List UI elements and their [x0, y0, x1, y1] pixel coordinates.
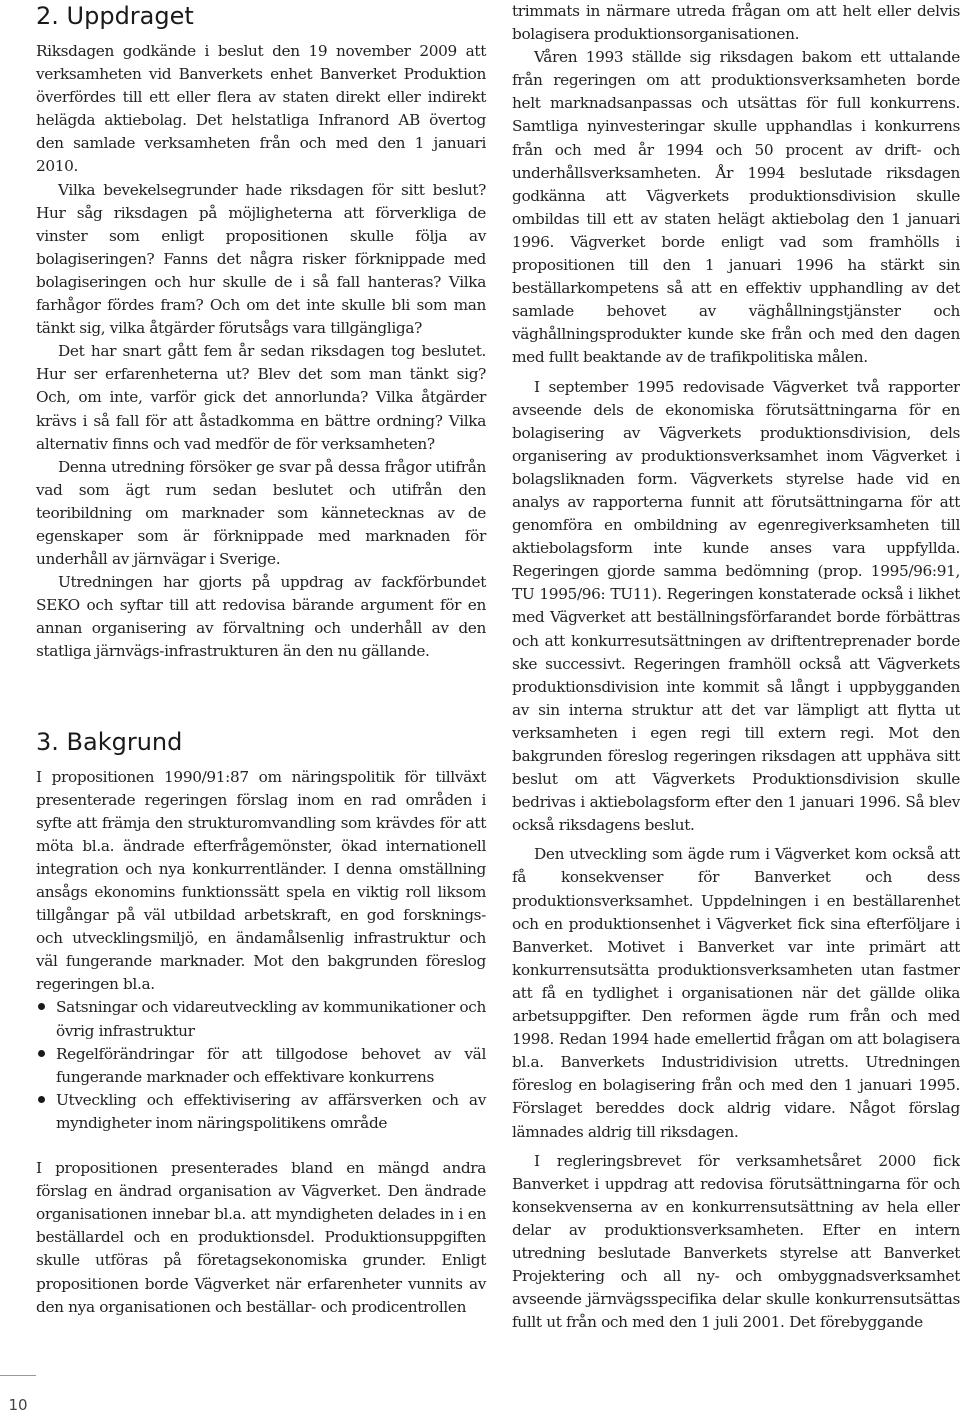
paragraph: Denna utredning försöker ge svar på dessa frågor utifrån vad som ägt rum sedan beslutet och utifrån den teoribildning om marknader som kännetecknas av de egenskaper som är förknippade med marknaden för underhåll av järnvägar i Sverige. — [36, 457, 486, 569]
bullet-icon — [38, 1096, 45, 1103]
page-edge-divider — [0, 1375, 36, 1376]
list-item: Utveckling och effektivisering av affärsverken och av myndigheter inom näringspolitikens område — [36, 1089, 486, 1135]
bullet-icon — [38, 1003, 45, 1010]
right-column — [512, 0, 960, 1334]
paragraph: Den utveckling som ägde rum i Vägverket kom också att få konsekvenser för Banverket och dess produktionsverksamhet. Uppdelningen i en beställarenhet och en produktionsenhet i Vägverket fick sina efterföljare i Banverket. Motivet i Banverket var inte primärt att konkurrensutsätta produktionsverksamheten utan fastmer att få en tydlighet i organisationen när det gällde olika arbetsuppgifter. Den reformen ägde rum från och med 1998. Redan 1994 hade emellertid frågan om att bolagisera bl.a. Banverkets Industridivision utretts. Utredningen föreslog en bolagisering från och med den 1 januari 1995. Förslaget bereddes dock aldrig vidare. Något förslag lämnades aldrig till riksdagen. — [512, 845, 960, 1141]
list-item: Satsningar och vidareutveckling av kommunikationer och övrig infrastruktur — [36, 996, 486, 1042]
paragraph: trimmats in närmare utreda frågan om att helt eller delvis bolagisera produktionsorganisationen. — [512, 2, 960, 44]
left-column — [36, 0, 486, 1319]
page-number: 10 — [8, 1396, 28, 1414]
paragraph: Våren 1993 ställde sig riksdagen bakom ett uttalande från regeringen om att produktionsverksamheten borde helt marknadsanpassas och utsättas för full konkurrens. Samtliga nyinvesteringar skulle upphandlas i konkurrens från och med år 1994 och 50 procent av drift- och underhållsverksamheten. År 1994 beslutade riksdagen godkänna att Vägverkets produktionsdivision skulle ombildas till ett av staten helägt aktiebolag den 1 januari 1996. Vägverket borde enligt vad som framhölls i propositionen till den 1 januari 1996 ha stärkt sin beställarkompetens så att en effektiv upphandling av det samlade behovet av väghållningstjänster och väghållningsprodukter kunde ske från och med den dagen med fullt beaktande av de trafikpolitiska målen. — [512, 48, 960, 367]
section-heading-uppdraget: 2. Uppdraget — [36, 2, 194, 30]
paragraph: Det har snart gått fem år sedan riksdagen tog beslutet. Hur ser erfarenheterna ut? Blev det som man tänkt sig? Och, om inte, varför gick det annorlunda? Vilka åtgärder krävs i så fall för att åstadkomma en bättre ordning? Vilka alternativ finns och vad medför de för verksamheten? — [36, 342, 486, 453]
paragraph: I propositionen presenterades bland en mängd andra förslag en ändrad organisation av Vägverket. Den ändrade organisationen innebar bl.a. att myndigheten delades in i en beställardel och en produktionsdel. Produktionsuppgiften skulle utföras på företagsekonomiska grunder. Enligt propositionen borde Vägverket när erfarenheter vunnits av den nya organisationen och beställar- och prodicentrollen — [36, 1159, 486, 1316]
paragraph: Riksdagen godkände i beslut den 19 november 2009 att verksamheten vid Banverkets enhet Banverket Produktion överfördes till ett eller flera av staten direkt eller indirekt helägda aktiebolag. Det helstatliga Infranord AB övertog den samlade verksamheten från och med den 1 januari 2010. — [36, 42, 486, 176]
list-item: Regelförändringar för att tillgodose behovet av väl fungerande marknader och effektivare konkurrens — [36, 1043, 486, 1089]
paragraph: Vilka bevekelsegrunder hade riksdagen för sitt beslut? Hur såg riksdagen på möjligheterna att förverkliga de vinster som enligt propositionen skulle följa av bolagiseringen? Fanns det några risker förknippade med bolagiseringen och hur skulle de i så fall hanteras? Vilka farhågor fördes fram? Och om det inte skulle bli som man tänkt sig, vilka åtgärder förutsågs vara tillgängliga? — [36, 180, 486, 338]
paragraph: I september 1995 redovisade Vägverket två rapporter avseende dels de ekonomiska förutsättningarna för en bolagisering av Vägverkets produktionsdivision, dels organisering av produktionsverksamhet inom Vägverket i bolagsliknaden form. Vägverkets styrelse hade vid en analys av rapporterna funnit att förutsättningarna för att genomföra en ombildning av egenregiverksamheten till aktiebolagsform inte kunde anses vara uppfyllda. Regeringen gjorde samma bedömning (prop. 1995/96:91, TU 1995/96: TU11). Regeringen konstaterade också i likhet med Vägverket att beställningsförfarandet borde förbättras och att konkurresutsättningen av driftentreprenader borde ske successivt. Regeringen framhöll också att Vägverkets produktionsdivision inte kommit så långt i uppbygganden av sin interna struktur att det var lämpligt att flytta ut verksamheten i egen regi till extern regi. Mot den bakgrunden föreslog regeringen riksdagen att upphäva sitt beslut om att Vägverkets Produktionsdivision skulle bedrivas i aktiebolagsform efter den 1 januari 1996. Så blev också riksdagens beslut. — [512, 377, 960, 835]
paragraph: I regleringsbrevet för verksamhetsåret 2000 fick Banverket i uppdrag att redovisa förutsättningarna för och konsekvenserna av en konkurrensutsättning av hela eller delar av produktionsverksamheten. Efter en intern utredning beslutade Banverkets styrelse att Banverket Projektering och all ny- och ombyggnadsverksamhet avseende järnvägsspecifika delar skulle konkurrensutsättas fullt ut från och med den 1 juli 2001. Det förebyggande — [512, 1151, 960, 1332]
bullet-list — [36, 996, 486, 1135]
paragraph: I propositionen 1990/91:87 om näringspolitik för tillväxt presenterade regeringen förslag inom en rad områden i syfte att främja den strukturomvandling som krävdes för att möta bl.a. ändrade efterfrågemönster, ökad internationell integration och nya konkurrentländer. I denna omställning ansågs ekonomins funktionssätt spela en viktig roll liksom tillgångar på väl utbildad arbetskraft, en god forsknings- och utvecklingsmiljö, en ändamålsenlig infrastruktur och väl fungerande marknader. Mot den bakgrunden föreslog regeringen bl.a. — [36, 767, 486, 994]
section-heading-bakgrund: 3. Bakgrund — [36, 727, 183, 756]
bullet-icon — [38, 1050, 45, 1057]
paragraph: Utredningen har gjorts på uppdrag av fackförbundet SEKO och syftar till att redovisa bärande argument för en annan organisering av förvaltning och underhåll av den statliga järnvägs-infrastrukturen än den nu gällande. — [36, 573, 486, 661]
